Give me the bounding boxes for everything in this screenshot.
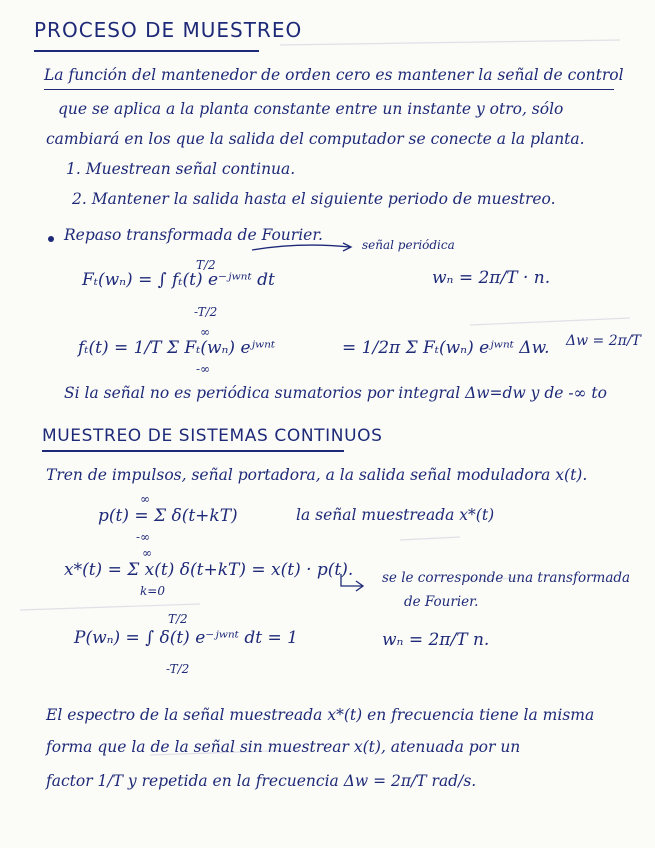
- eq1-lower-limit: -T/2: [194, 305, 218, 319]
- pw-wn: wₙ = 2π/T n.: [382, 630, 490, 650]
- spectrum-line-3: factor 1/T y repetida en la frecuencia Δw = 2π/T rad/s.: [46, 772, 477, 790]
- pt-sum-top: ∞: [140, 492, 150, 506]
- impulse-spectrum-equation: P(wₙ) = ∫ δ(t) e⁻ʲʷⁿᵗ dt = 1: [74, 628, 298, 648]
- periodic-label: señal periódica: [362, 238, 455, 252]
- pw-upper-limit: T/2: [168, 612, 188, 626]
- title-underline: [34, 50, 259, 52]
- section-underline: [42, 450, 344, 452]
- eq2-delta-w: Δw = 2π/T: [566, 333, 641, 349]
- eq2-sum-top: ∞: [200, 325, 210, 339]
- note-arrow: [338, 572, 368, 592]
- xstar-sum-top: ∞: [142, 546, 152, 560]
- eq2-sum-bottom: -∞: [196, 362, 211, 376]
- spectrum-line-1: El espectro de la señal muestreada x*(t) en frecuencia tiene la misma: [46, 706, 595, 724]
- xstar-sum-bottom: k=0: [140, 584, 165, 598]
- inverse-fourier-equation: fₜ(t) = 1/T Σ Fₜ(wₙ) eʲʷⁿᵗ: [78, 338, 276, 358]
- impulse-train-line: Tren de impulsos, señal portadora, a la salida señal moduladora x(t).: [46, 466, 588, 484]
- bullet-dot: [48, 236, 54, 242]
- fourier-transform-equation: Fₜ(wₙ) = ∫ fₜ(t) e⁻ʲʷⁿᵗ dt: [82, 270, 275, 290]
- eq1-wn: wₙ = 2π/T · n.: [432, 268, 551, 288]
- pw-lower-limit: -T/2: [166, 662, 190, 676]
- fourier-note-line-1: se le corresponde una transformada: [382, 570, 631, 586]
- sampled-signal-equation: x*(t) = Σ x(t) δ(t+kT) = x(t) · p(t).: [64, 560, 354, 580]
- non-periodic-note: Si la señal no es periódica sumatorios por integral Δw=dw y de -∞ to: [64, 384, 607, 402]
- intro-line-2: que se aplica a la planta constante entre un instante y otro, sólo: [58, 100, 564, 118]
- fourier-bullet: Repaso transformada de Fourier.: [64, 226, 323, 244]
- step-1: 1. Muestrean señal continua.: [66, 160, 296, 178]
- intro-underline: [44, 89, 614, 90]
- page-title: PROCESO DE MUESTREO: [34, 18, 303, 42]
- eq1-upper-limit: T/2: [196, 258, 216, 272]
- spectrum-line-2: forma que la de la señal sin muestrear x(t), atenuada por un: [46, 738, 521, 756]
- periodic-arrow: [250, 240, 360, 254]
- sampled-signal-label: la señal muestreada x*(t): [296, 506, 495, 524]
- fourier-note-line-2: de Fourier.: [404, 594, 479, 610]
- step-2: 2. Mantener la salida hasta el siguiente periodo de muestreo.: [72, 190, 556, 208]
- impulse-train-equation: p(t) = Σ δ(t+kT): [98, 506, 238, 526]
- pt-sum-bottom: -∞: [136, 530, 151, 544]
- intro-line-3: cambiará en los que la salida del computador se conecte a la planta.: [46, 130, 585, 148]
- inverse-fourier-continuous: = 1/2π Σ Fₜ(wₙ) eʲʷⁿᵗ Δw.: [342, 338, 550, 358]
- intro-line-1: La función del mantenedor de orden cero es mantener la señal de control: [44, 66, 624, 84]
- section-heading: MUESTREO DE SISTEMAS CONTINUOS: [42, 426, 383, 446]
